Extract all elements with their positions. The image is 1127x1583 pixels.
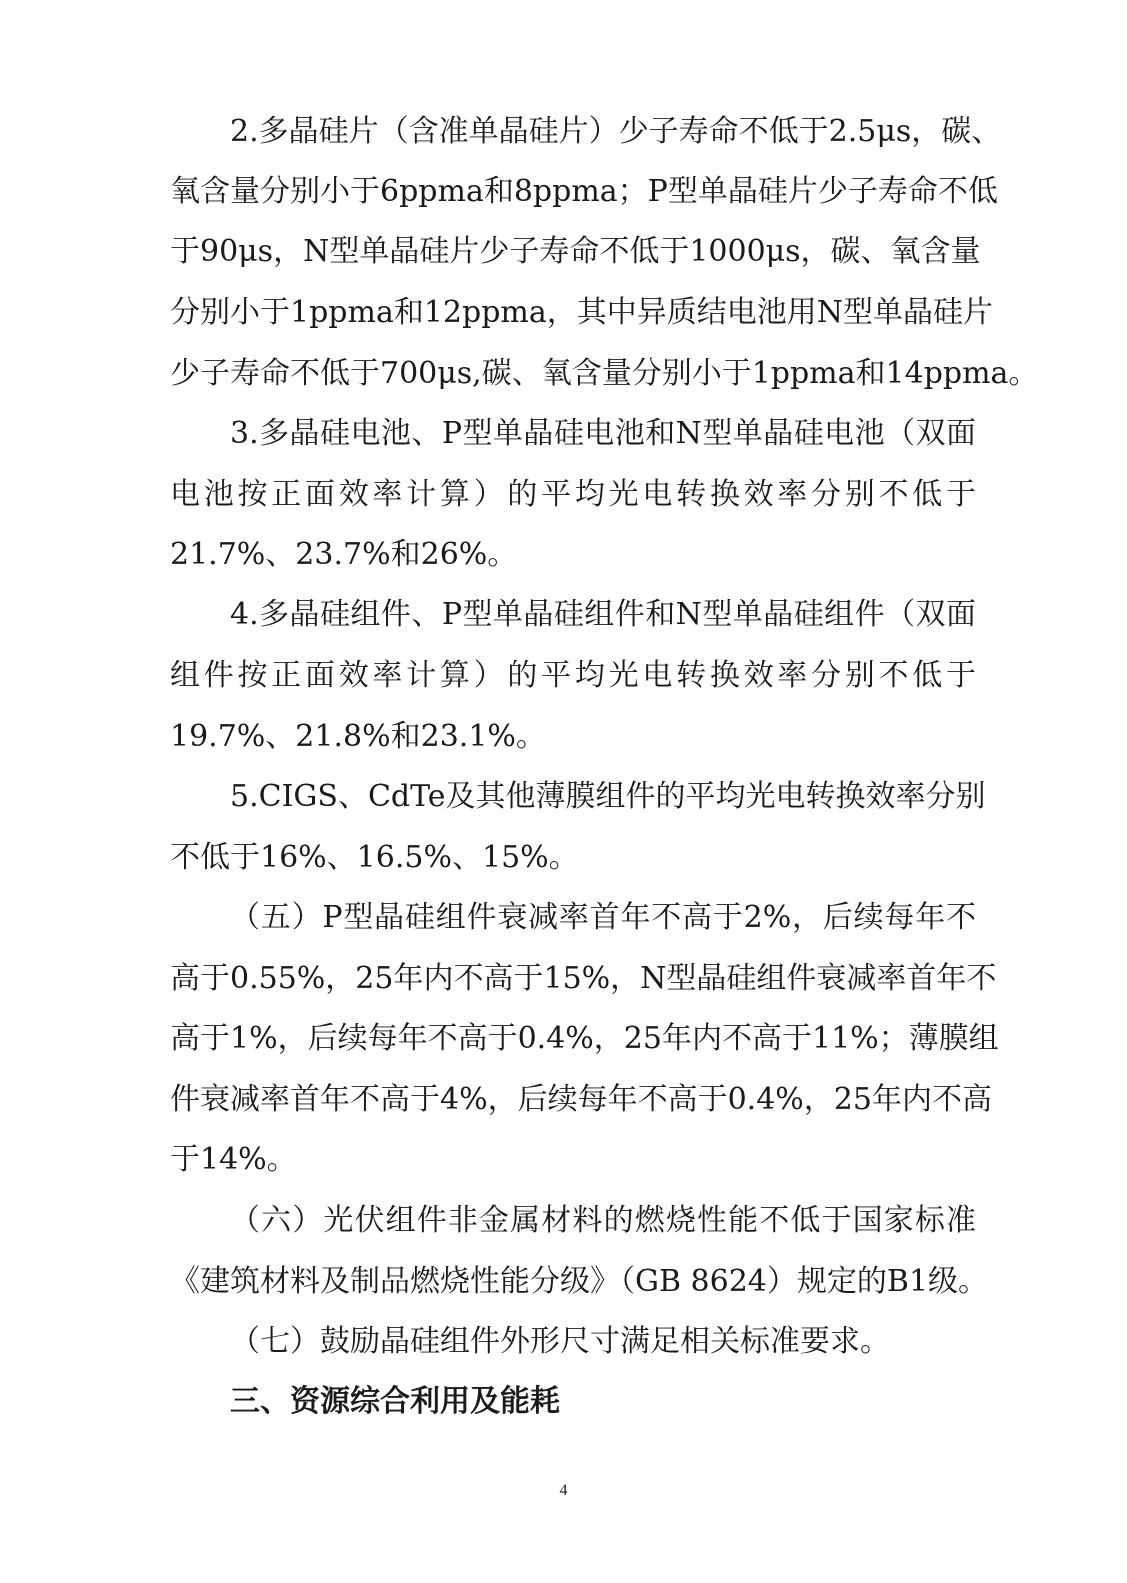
paragraph-line: 19.7%、21.8%和23.1%。 [170, 719, 546, 754]
paragraph-line: 件衰减率首年不高于4%，后续每年不高于0.4%，25年内不高 [170, 1082, 992, 1117]
paragraph-line: 3.多晶硅电池、P型单晶硅电池和N型单晶硅电池（双面 [230, 416, 976, 451]
paragraph-line: （五）P型晶硅组件衰减率首年不高于2%，后续每年不 [230, 900, 976, 935]
page-number: 4 [559, 1482, 568, 1499]
paragraph-line: 少子寿命不低于700μs,碳、氧含量分别小于1ppma和14ppma。 [170, 356, 1039, 391]
paragraph-line: （七）鼓励晶硅组件外形尺寸满足相关标准要求。 [230, 1324, 890, 1359]
paragraph-line: 于90μs，N型单晶硅片少子寿命不低于1000μs，碳、氧含量 [170, 234, 981, 269]
paragraph-line: 电池按正面效率计算）的平均光电转换效率分别不低于 [170, 477, 976, 512]
paragraph-line: 21.7%、23.7%和26%。 [170, 537, 518, 572]
paragraph-line: 4.多晶硅组件、P型单晶硅组件和N型单晶硅组件（双面 [230, 597, 976, 632]
paragraph-line: 高于1%，后续每年不高于0.4%，25年内不高于11%；薄膜组 [170, 1021, 999, 1056]
paragraph-line: 高于0.55%，25年内不高于15%，N型晶硅组件衰减率首年不 [170, 961, 997, 996]
paragraph-line: 5.CIGS、CdTe及其他薄膜组件的平均光电转换效率分别 [230, 779, 986, 814]
paragraph-line: 分别小于1ppma和12ppma，其中异质结电池用N型单晶硅片 [170, 295, 993, 330]
paragraph-line: 于14%。 [170, 1142, 297, 1177]
paragraph-line: 组件按正面效率计算）的平均光电转换效率分别不低于 [170, 658, 976, 693]
paragraph-line: 不低于16%、16.5%、15%。 [170, 840, 579, 875]
paragraph-line: （六）光伏组件非金属材料的燃烧性能不低于国家标准 [230, 1203, 976, 1238]
paragraph-line: 《建筑材料及制品燃烧性能分级》（GB 8624）规定的B1级。 [170, 1264, 989, 1299]
paragraph-line: 2.多晶硅片（含准单晶硅片）少子寿命不低于2.5μs，碳、 [230, 114, 1002, 149]
paragraph-line: 氧含量分别小于6ppma和8ppma；P型单晶硅片少子寿命不低 [170, 174, 998, 209]
section-heading: 三、资源综合利用及能耗 [230, 1384, 560, 1419]
